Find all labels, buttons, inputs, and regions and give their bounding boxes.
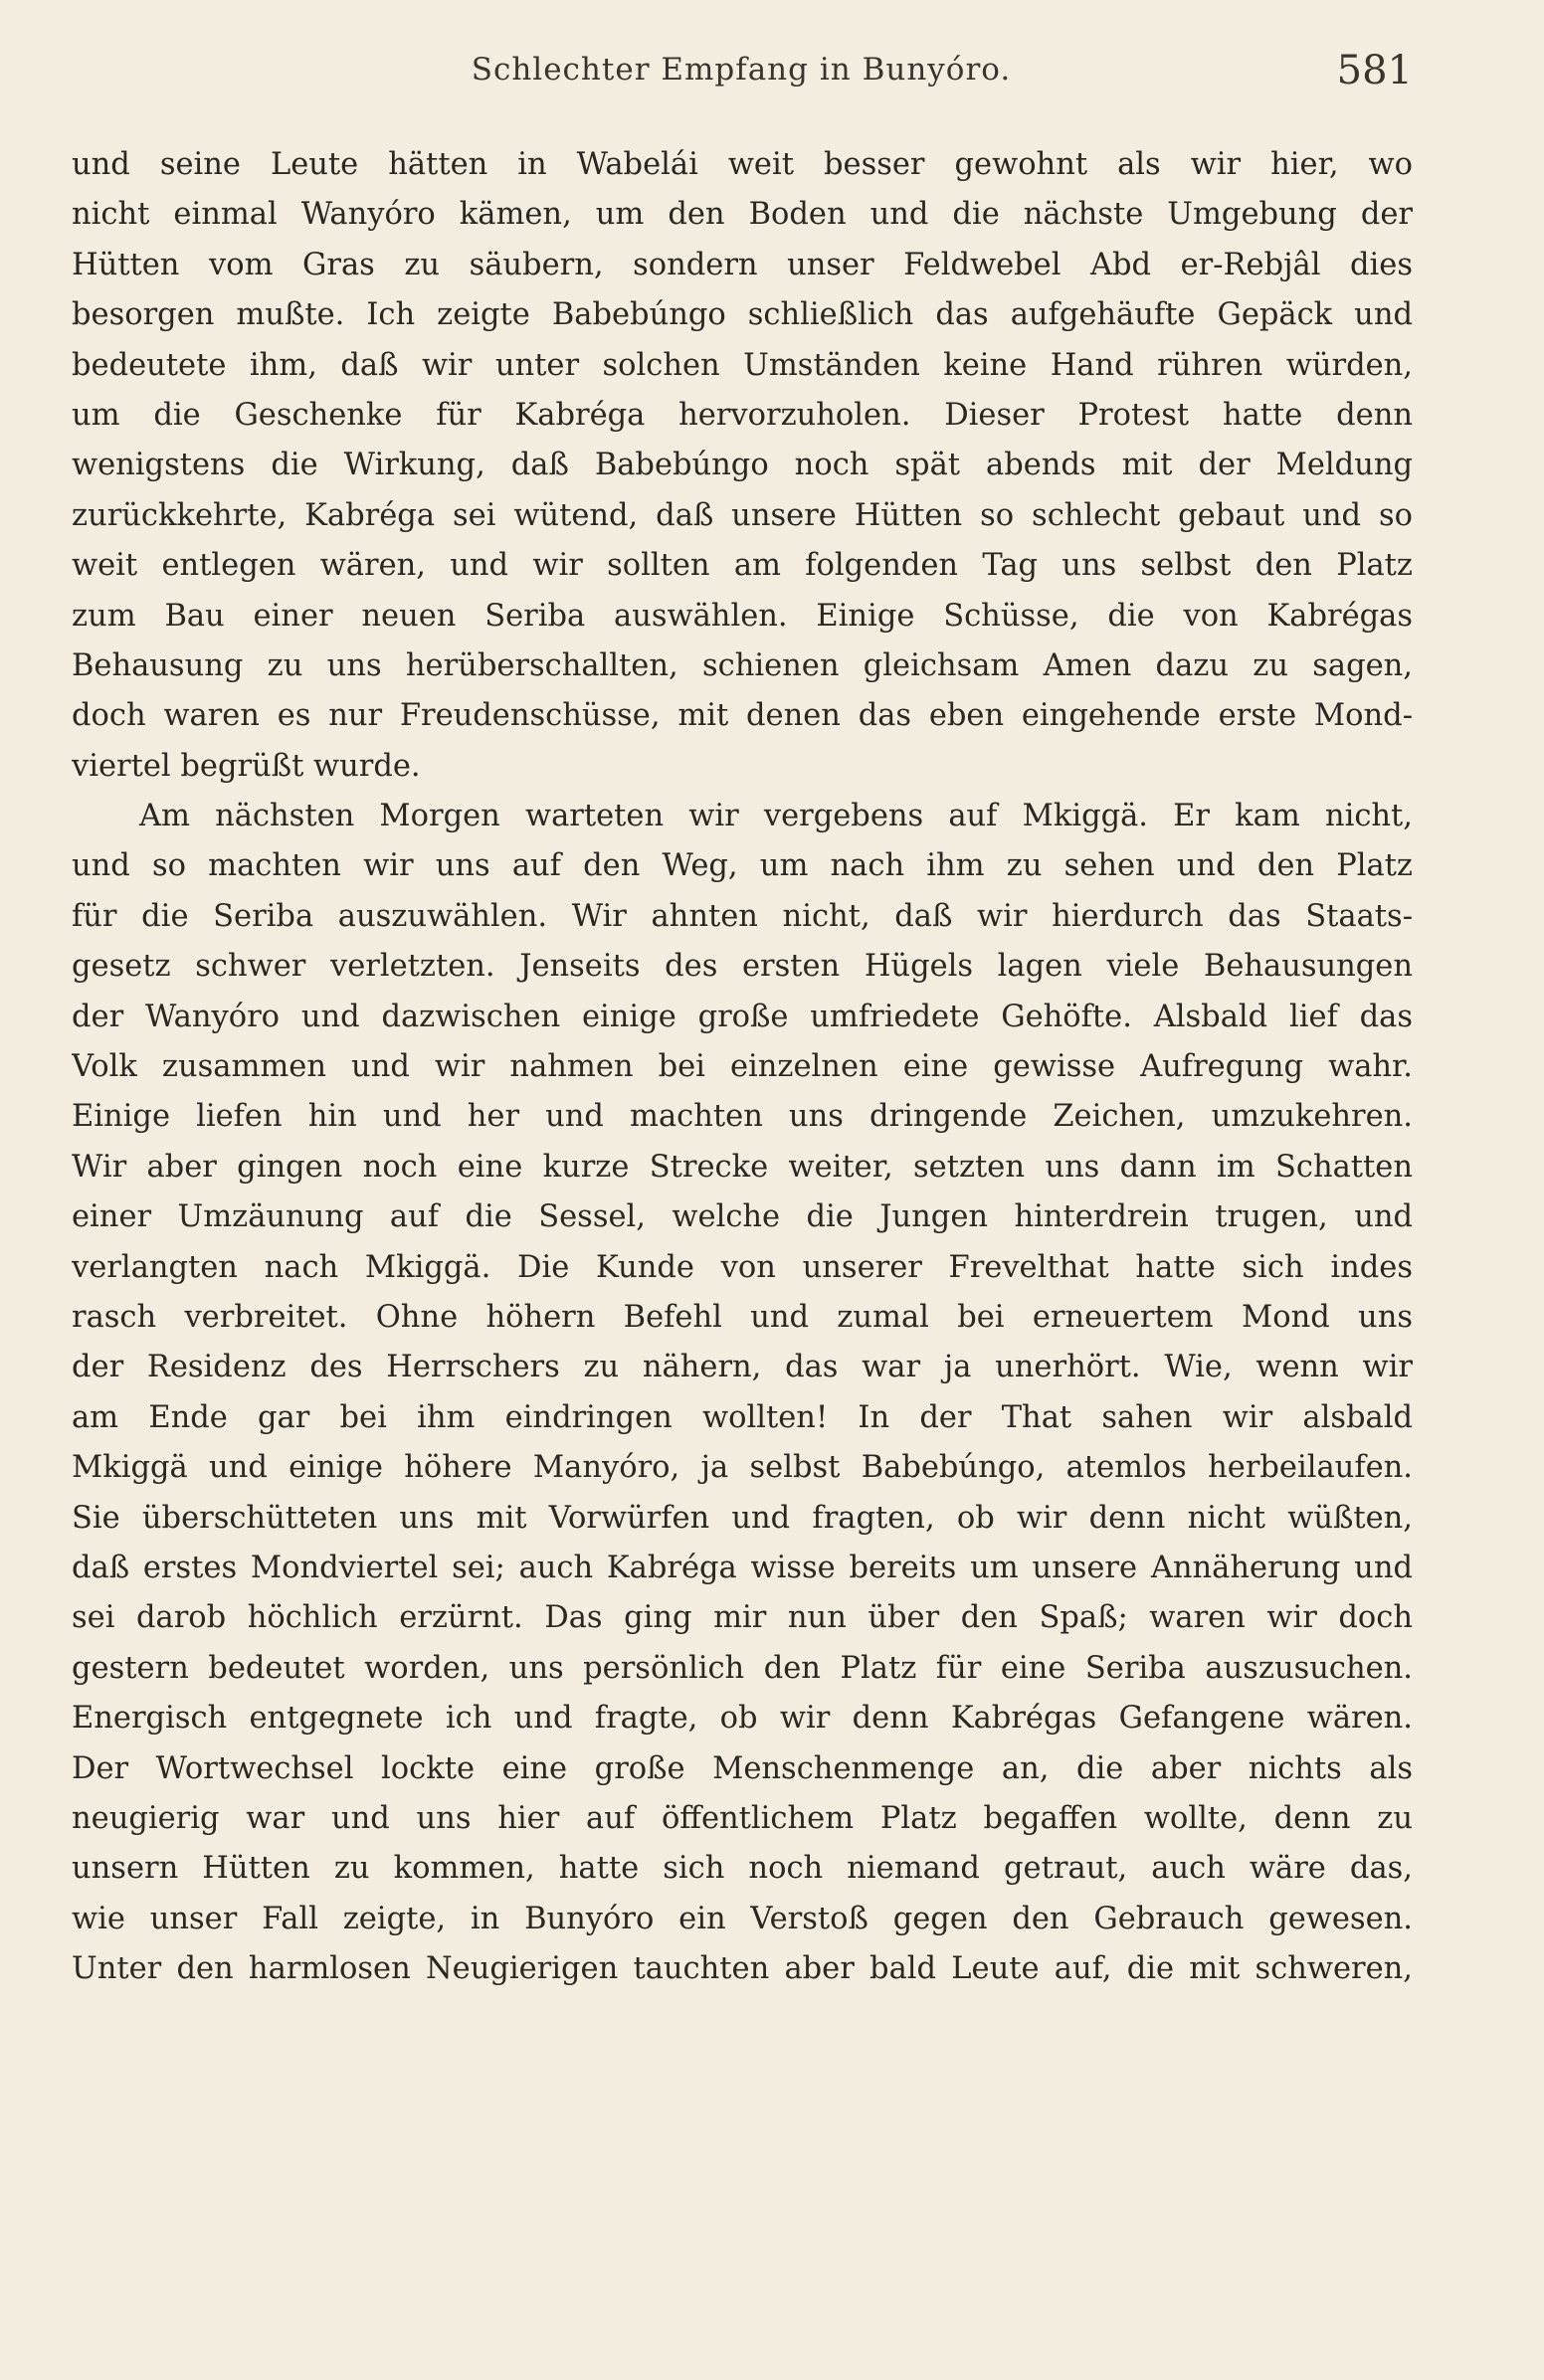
text-line: und seine Leute hätten in Wabelái weit besser gewohnt als wir hier, wo (72, 147, 1413, 182)
text-line: der Residenz des Herrschers zu nähern, das war ja unerhört. Wie, wenn wir (72, 1350, 1413, 1385)
text-line: viertel begrüßt wurde. (72, 748, 421, 784)
text-line: Hütten vom Gras zu säubern, sondern unser Feldwebel Abd er-Rebjâl dies (72, 247, 1413, 282)
text-line: unsern Hütten zu kommen, hatte sich noch niemand getraut, auch wäre das, (72, 1851, 1413, 1887)
text-line: gesetz schwer verletzten. Jenseits des ersten Hügels lagen viele Behausungen (72, 949, 1413, 985)
page-number: 581 (1336, 48, 1413, 93)
text-line: am Ende gar bei ihm eindringen wollten! In der That sahen wir alsbald (72, 1399, 1413, 1435)
text-line: Einige liefen hin und her und machten uns dringende Zeichen, umzukehren. (72, 1099, 1413, 1135)
text-line: wie unser Fall zeigte, in Bunyóro ein Verstoß gegen den Gebrauch gewesen. (72, 1901, 1413, 1936)
text-line: Volk zusammen und wir nahmen bei einzelnen eine gewisse Aufregung wahr. (72, 1049, 1413, 1085)
text-line: verlangten nach Mkiggä. Die Kunde von unserer Frevelthat hatte sich indes (72, 1249, 1413, 1285)
text-line: um die Geschenke für Kabréga hervorzuholen. Dieser Protest hatte denn (72, 397, 1413, 433)
text-line: einer Umzäunung auf die Sessel, welche die Jungen hinterdrein trugen, und (72, 1199, 1413, 1235)
text-line: Mkiggä und einige höhere Manyóro, ja selbst Babebúngo, atemlos herbeilaufen. (72, 1450, 1413, 1486)
text-line: neugierig war und uns hier auf öffentlichem Platz begaffen wollte, denn zu (72, 1800, 1413, 1836)
text-line: der Wanyóro und dazwischen einige große umfriedete Gehöfte. Alsbald lief das (72, 999, 1413, 1034)
running-title: Schlechter Empfang in Bunyóro. (471, 52, 1012, 88)
text-line: Am nächsten Morgen warteten wir vergebens auf Mkiggä. Er kam nicht, (139, 799, 1413, 834)
text-line: gestern bedeutet worden, uns persönlich den Platz für eine Seriba auszusuchen. (72, 1650, 1413, 1686)
text-line: sei darob höchlich erzürnt. Das ging mir nun über den Spaß; waren wir doch (72, 1600, 1413, 1636)
text-line: Sie überschütteten uns mit Vorwürfen und fragten, ob wir denn nicht wüßten, (72, 1500, 1413, 1536)
text-line: nicht einmal Wanyóro kämen, um den Boden und die nächste Umgebung der (72, 197, 1413, 233)
text-line: Energisch entgegnete ich und fragte, ob wir denn Kabrégas Gefangene wären. (72, 1701, 1413, 1737)
text-line: besorgen mußte. Ich zeigte Babebúngo schließlich das aufgehäufte Gepäck und (72, 297, 1413, 333)
text-line: Behausung zu uns herüberschallten, schienen gleichsam Amen dazu zu sagen, (72, 647, 1413, 683)
text-line: Der Wortwechsel lockte eine große Menschenmenge an, die aber nichts als (72, 1750, 1413, 1786)
text-line: bedeutete ihm, daß wir unter solchen Umständen keine Hand rühren würden, (72, 347, 1413, 383)
text-line: wenigstens die Wirkung, daß Babebúngo noch spät abends mit der Meldung (72, 448, 1413, 483)
body-text (72, 140, 1413, 1994)
text-line: rasch verbreitet. Ohne höhern Befehl und zumal bei erneuertem Mond uns (72, 1299, 1413, 1335)
text-line: zum Bau einer neuen Seriba auswählen. Einige Schüsse, die von Kabrégas (72, 598, 1413, 634)
text-line: für die Seriba auszuwählen. Wir ahnten nicht, daß wir hierdurch das Staats- (72, 898, 1413, 934)
text-line: daß erstes Mondviertel sei; auch Kabréga wisse bereits um unsere Annäherung und (72, 1550, 1413, 1585)
text-line: Unter den harmlosen Neugierigen tauchten aber bald Leute auf, die mit schweren, (72, 1951, 1413, 1987)
text-line: und so machten wir uns auf den Weg, um nach ihm zu sehen und den Platz (72, 848, 1413, 884)
text-line: zurückkehrte, Kabréga sei wütend, daß unsere Hütten so schlecht gebaut und so (72, 497, 1413, 533)
text-line: weit entlegen wären, und wir sollten am folgenden Tag uns selbst den Platz (72, 548, 1413, 584)
text-line: doch waren es nur Freudenschüsse, mit denen das eben eingehende erste Mond- (72, 698, 1413, 734)
text-line: Wir aber gingen noch eine kurze Strecke weiter, setzten uns dann im Schatten (72, 1149, 1413, 1185)
running-head (70, 48, 1413, 111)
